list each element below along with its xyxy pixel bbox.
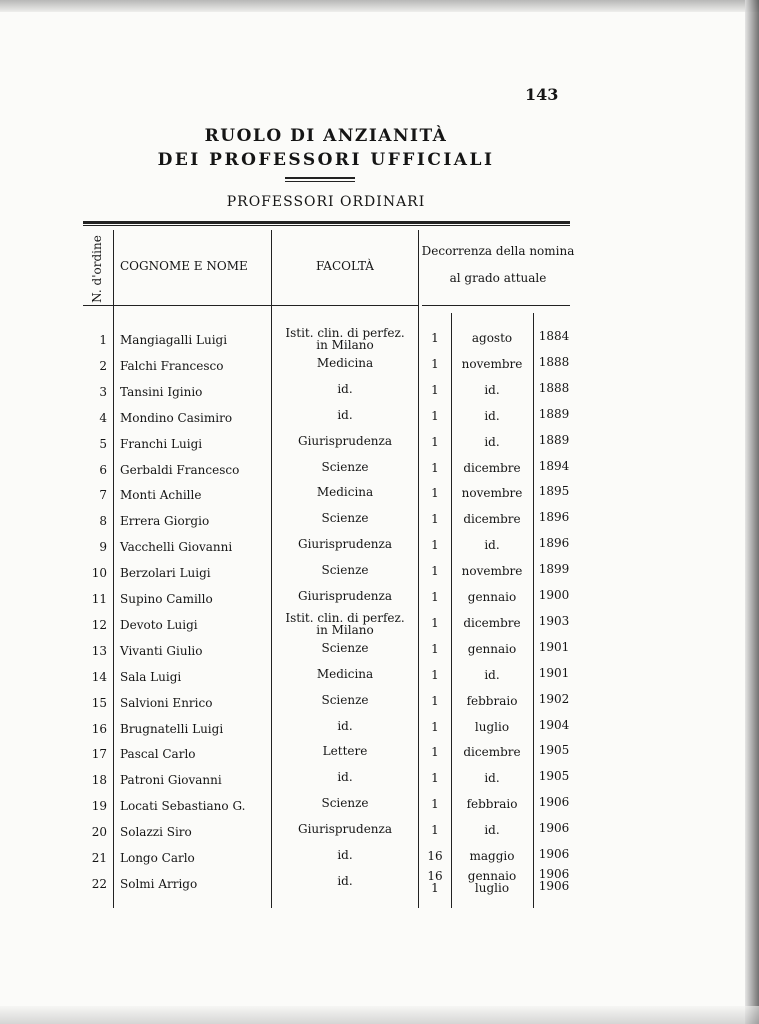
row-name: Patroni Giovanni — [120, 773, 222, 788]
row-day: 1 — [431, 356, 439, 371]
row-name: Vivanti Giulio — [120, 643, 203, 658]
row-month: id. — [484, 538, 500, 553]
row-faculty: Scienze — [321, 692, 369, 707]
row-name: Berzolari Luigi — [120, 566, 211, 581]
row-number: 4 — [99, 410, 107, 425]
row-number: 6 — [99, 462, 107, 477]
row-name: Longo Carlo — [120, 851, 195, 865]
row-name: Falchi Francesco — [120, 358, 224, 373]
row-year: 1888 — [538, 380, 570, 395]
row-day: 1 — [431, 641, 439, 656]
row-day: 1 — [431, 719, 439, 734]
row-day: 1 — [431, 693, 439, 708]
row-number: 9 — [99, 540, 107, 555]
row-faculty: Lettere — [322, 744, 368, 759]
row-year: 1906 — [538, 795, 570, 810]
row-name: Mondino Casimiro — [120, 410, 233, 425]
row-day: 1 — [431, 512, 439, 527]
row-name: Salvioni Enrico — [120, 695, 213, 710]
header-bottom-rule-date — [422, 305, 570, 306]
row-month: id. — [484, 382, 500, 397]
scan-edge-bottom — [0, 1006, 759, 1024]
table-top-rule — [83, 221, 570, 226]
row-day: 1 — [431, 538, 439, 553]
row-year: 1901 — [538, 665, 570, 680]
row-number: 13 — [91, 643, 107, 658]
row-month: id. — [484, 667, 500, 682]
scan-edge-right — [745, 0, 759, 1024]
row-year: 1906 — [538, 847, 570, 861]
header-date-line2: al grado attuale — [449, 271, 547, 285]
row-faculty: Medicina — [316, 485, 374, 500]
header-number-label: N. d'ordine — [90, 235, 104, 303]
row-number: 17 — [91, 747, 107, 762]
header-name: COGNOME E NOME — [120, 259, 248, 273]
row-faculty: Scienze — [321, 640, 369, 655]
row-faculty: Giurisprudenza — [297, 537, 393, 552]
row-day: 1 — [431, 460, 439, 475]
row-year: 1894 — [538, 458, 570, 473]
row-day: 1 — [431, 771, 439, 786]
row-year: 1901 — [538, 639, 570, 654]
row-faculty: Scienze — [321, 796, 369, 811]
row-faculty: Istit. clin. di perfez. — [285, 326, 405, 340]
row-faculty: id. — [337, 873, 353, 888]
row-faculty: Giurisprudenza — [297, 822, 393, 837]
row-number: 5 — [99, 436, 107, 451]
column-divider — [418, 230, 419, 908]
row-name: Gerbaldi Francesco — [120, 462, 240, 477]
row-month: novembre — [461, 486, 523, 501]
row-name: Monti Achille — [120, 488, 202, 503]
row-month: gennaio — [467, 868, 517, 883]
row-faculty: Medicina — [316, 666, 374, 681]
scan-edge-top — [0, 0, 759, 12]
row-day: 1 — [431, 615, 439, 630]
row-number: 12 — [91, 617, 107, 632]
row-name: Franchi Luigi — [120, 436, 203, 451]
row-day: 1 — [431, 797, 439, 812]
row-name: Supino Camillo — [120, 592, 213, 606]
row-day: 1 — [431, 331, 439, 345]
row-month: luglio — [474, 719, 510, 734]
row-name: Locati Sebastiano G. — [120, 799, 246, 814]
row-day: 16 — [427, 849, 443, 863]
row-month: novembre — [461, 356, 523, 371]
row-name: Sala Luigi — [120, 669, 182, 684]
row-day: 16 — [427, 868, 443, 883]
row-number: 14 — [91, 669, 107, 684]
row-month: id. — [484, 823, 500, 838]
row-month: febbraio — [466, 693, 518, 708]
header-date-line1: Decorrenza della nomina — [421, 244, 575, 258]
row-month: id. — [484, 408, 500, 423]
row-name: Devoto Luigi — [120, 617, 198, 632]
row-name: Mangiagalli Luigi — [120, 333, 228, 347]
subtitle: PROFESSORI ORDINARI — [226, 194, 426, 210]
row-name: Solazzi Siro — [120, 825, 192, 840]
row-number: 22 — [91, 876, 107, 891]
row-year: 1906 — [538, 821, 570, 836]
row-faculty: id. — [337, 718, 353, 733]
header-bottom-rule — [83, 305, 418, 306]
row-year: 1900 — [538, 588, 570, 602]
row-name: Tansini Iginio — [120, 384, 203, 399]
row-day: 1 — [431, 823, 439, 838]
row-number: 21 — [91, 851, 107, 865]
row-day: 1 — [431, 564, 439, 579]
row-number: 11 — [91, 592, 107, 606]
header-number — [80, 232, 114, 306]
row-year: 1889 — [538, 406, 570, 421]
row-number: 16 — [91, 721, 107, 736]
row-month: agosto — [471, 331, 513, 345]
row-faculty: Scienze — [321, 459, 369, 474]
row-faculty: id. — [337, 381, 353, 396]
row-faculty: Scienze — [321, 511, 369, 526]
row-number: 10 — [91, 566, 107, 581]
row-month: id. — [484, 434, 500, 449]
row-number: 18 — [91, 773, 107, 788]
row-year: 1905 — [538, 743, 570, 758]
row-year: 1902 — [538, 691, 570, 706]
row-month: gennaio — [467, 590, 517, 604]
row-day: 1 — [431, 745, 439, 760]
row-month: novembre — [461, 564, 523, 579]
column-divider — [451, 313, 452, 908]
row-year: 1903 — [538, 613, 570, 628]
row-month: dicembre — [463, 615, 521, 630]
title-line-1: RUOLO DI ANZIANITÀ — [204, 126, 448, 146]
row-year: 1904 — [538, 717, 570, 732]
row-name: Brugnatelli Luigi — [120, 721, 224, 736]
row-year: 1899 — [538, 562, 570, 577]
header-faculty: FACOLTÀ — [316, 259, 374, 273]
title-rule — [285, 177, 355, 182]
row-name: Errera Giorgio — [120, 514, 210, 529]
row-day: 1 — [431, 434, 439, 449]
row-month: febbraio — [466, 797, 518, 812]
row-faculty: Giurisprudenza — [297, 433, 393, 448]
row-month: maggio — [469, 849, 515, 863]
row-number: 15 — [91, 695, 107, 710]
row-year: 1895 — [538, 484, 570, 499]
row-year: 1888 — [538, 354, 570, 369]
row-name: Solmi Arrigo — [120, 876, 198, 891]
row-number: 19 — [91, 799, 107, 814]
row-month-2: luglio — [474, 880, 510, 895]
row-month: id. — [484, 771, 500, 786]
row-number: 2 — [99, 358, 107, 373]
row-number: 7 — [99, 488, 107, 503]
row-year: 1906 — [538, 866, 570, 881]
row-month: dicembre — [463, 460, 521, 475]
row-year-2: 1906 — [538, 878, 570, 893]
title-line-2: DEI PROFESSORI UFFICIALI — [157, 150, 495, 170]
row-number: 8 — [99, 514, 107, 529]
row-year: 1905 — [538, 769, 570, 784]
row-name: Vacchelli Giovanni — [120, 540, 233, 555]
row-faculty: Medicina — [316, 355, 374, 370]
row-year: 1896 — [538, 536, 570, 551]
row-day-2: 1 — [431, 880, 439, 895]
row-number: 3 — [99, 384, 107, 399]
row-year: 1896 — [538, 510, 570, 525]
row-faculty: Istit. clin. di perfez. — [285, 610, 405, 625]
row-number: 1 — [99, 333, 107, 347]
row-faculty: id. — [337, 848, 353, 862]
row-month: gennaio — [467, 641, 517, 656]
row-month: dicembre — [463, 745, 521, 760]
column-divider — [533, 313, 534, 908]
row-faculty: Scienze — [321, 563, 369, 578]
row-number: 20 — [91, 825, 107, 840]
row-month: dicembre — [463, 512, 521, 527]
row-faculty: id. — [337, 770, 353, 785]
row-day: 1 — [431, 590, 439, 604]
row-faculty-line2: in Milano — [316, 338, 374, 352]
row-day: 1 — [431, 667, 439, 682]
row-day: 1 — [431, 382, 439, 397]
row-year: 1889 — [538, 432, 570, 447]
row-name: Pascal Carlo — [120, 747, 196, 762]
row-faculty: Giurisprudenza — [297, 589, 393, 603]
row-year: 1884 — [538, 329, 570, 343]
column-divider — [113, 230, 114, 908]
row-day: 1 — [431, 408, 439, 423]
row-day: 1 — [431, 486, 439, 501]
row-faculty-line2: in Milano — [316, 622, 374, 637]
page-number: 143 — [525, 85, 559, 104]
row-faculty: id. — [337, 407, 353, 422]
